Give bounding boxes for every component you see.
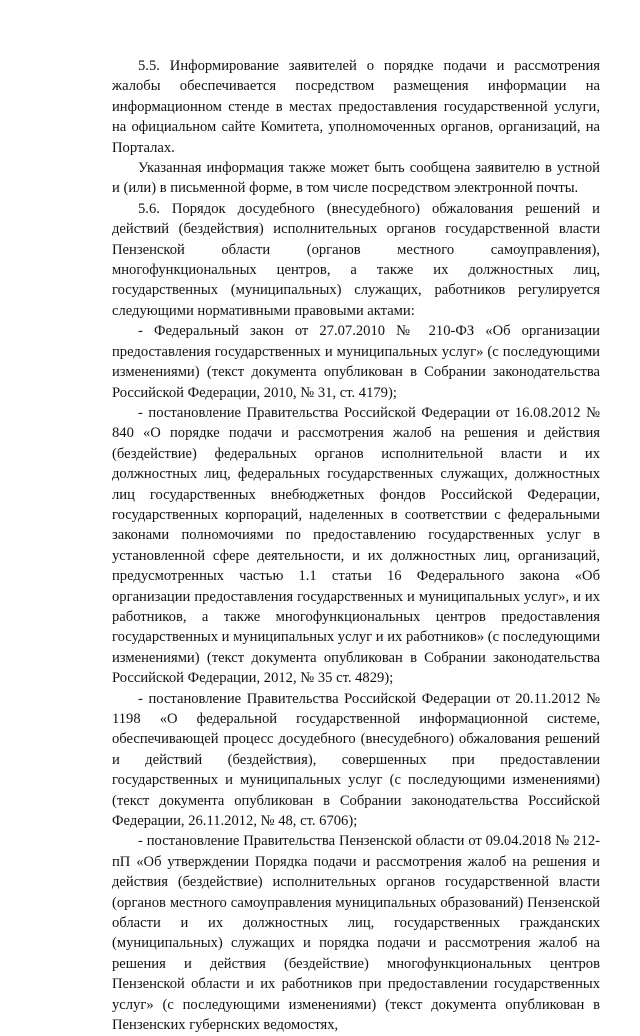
list-item-decree-1198: - постановление Правительства Российской Федерации от 20.11.2012 № 1198 «О федеральной государственной информационной системе, обеспечивающей процесс досудебного (внесудебного) обжалования решений и действий (бездействия), совершенных при предоставлении государственных и муниципальных услуг (с последующими изменениями) (текст документа опубликован в Собрании законодательства Российской Федерации, 26.11.2012, № 48, ст. 6706); <box>112 690 600 830</box>
list-item-decree-840: - постановление Правительства Российской Федерации от 16.08.2012 № 840 «О порядке подачи и рассмотрения жалоб на решения и действия (бездействие) федеральных органов исполнительной власти и их должностных лиц, федеральных государственных служащих, должностных лиц государственных внебюджетных фондов Российской Федерации, государственных корпораций, наделенных в соответствии с федеральными законами полномочиями по предоставлению государственных услуг в установленной сфере деятельности, и их должностных лиц, организаций, предусмотренных частью 1.1 статьи 16 Федерального закона «Об организации предоставления государственных и муниципальных услуг», и их работников, а также многофункциональных центров предоставления государственных и муниципальных услуг и их работников» (с последующими изменениями) (текст документа опубликован в Собрании законодательства Российской Федерации, 2012, № 35 ст. 4829); <box>112 404 600 687</box>
document-body <box>112 56 600 1036</box>
paragraph-5-6: 5.6. Порядок досудебного (внесудебного) обжалования решений и действий (бездействия) исполнительных органов государственной власти Пензенской области (органов местного самоуправления), многофункциональных центров, а также их должностных лиц, государственных (муниципальных) служащих, работников регулируется следующими нормативными правовыми актами: <box>112 200 600 319</box>
paragraph-5-5: 5.5. Информирование заявителей о порядке подачи и рассмотрения жалобы обеспечивается посредством размещения информации на информационном стенде в местах предоставления государственной услуги, на официальном сайте Комитета, уполномоченных органов, организаций, на Порталах. <box>112 58 600 156</box>
list-item-decree-212-pp: - постановление Правительства Пензенской области от 09.04.2018 № 212-пП «Об утверждении Порядка подачи и рассмотрения жалоб на решения и действия (бездействие) исполнительных органов государственной власти (органов местного самоуправления муниципальных образований) Пензенской области и их должностных лиц, государственных гражданских (муниципальных) служащих и порядка подачи и рассмотрения жалоб на решения и действия (бездействие) многофункциональных центров Пензенской области и их работников при предоставлении государственных услуг» (с последующими изменениями) (текст документа опубликован в Пензенских губернских ведомостях, <box>112 833 600 1034</box>
list-item-federal-law-210: - Федеральный закон от 27.07.2010 № 210-ФЗ «Об организации предоставления государственных и муниципальных услуг» (с последующими изменениями) (текст документа опубликован в Собрании законодательства Российской Федерации, 2010, № 31, ст. 4179); <box>112 323 600 401</box>
paragraph-info-channels: Указанная информация также может быть сообщена заявителю в устной и (или) в письменной форме, в том числе посредством электронной почты. <box>112 160 600 197</box>
